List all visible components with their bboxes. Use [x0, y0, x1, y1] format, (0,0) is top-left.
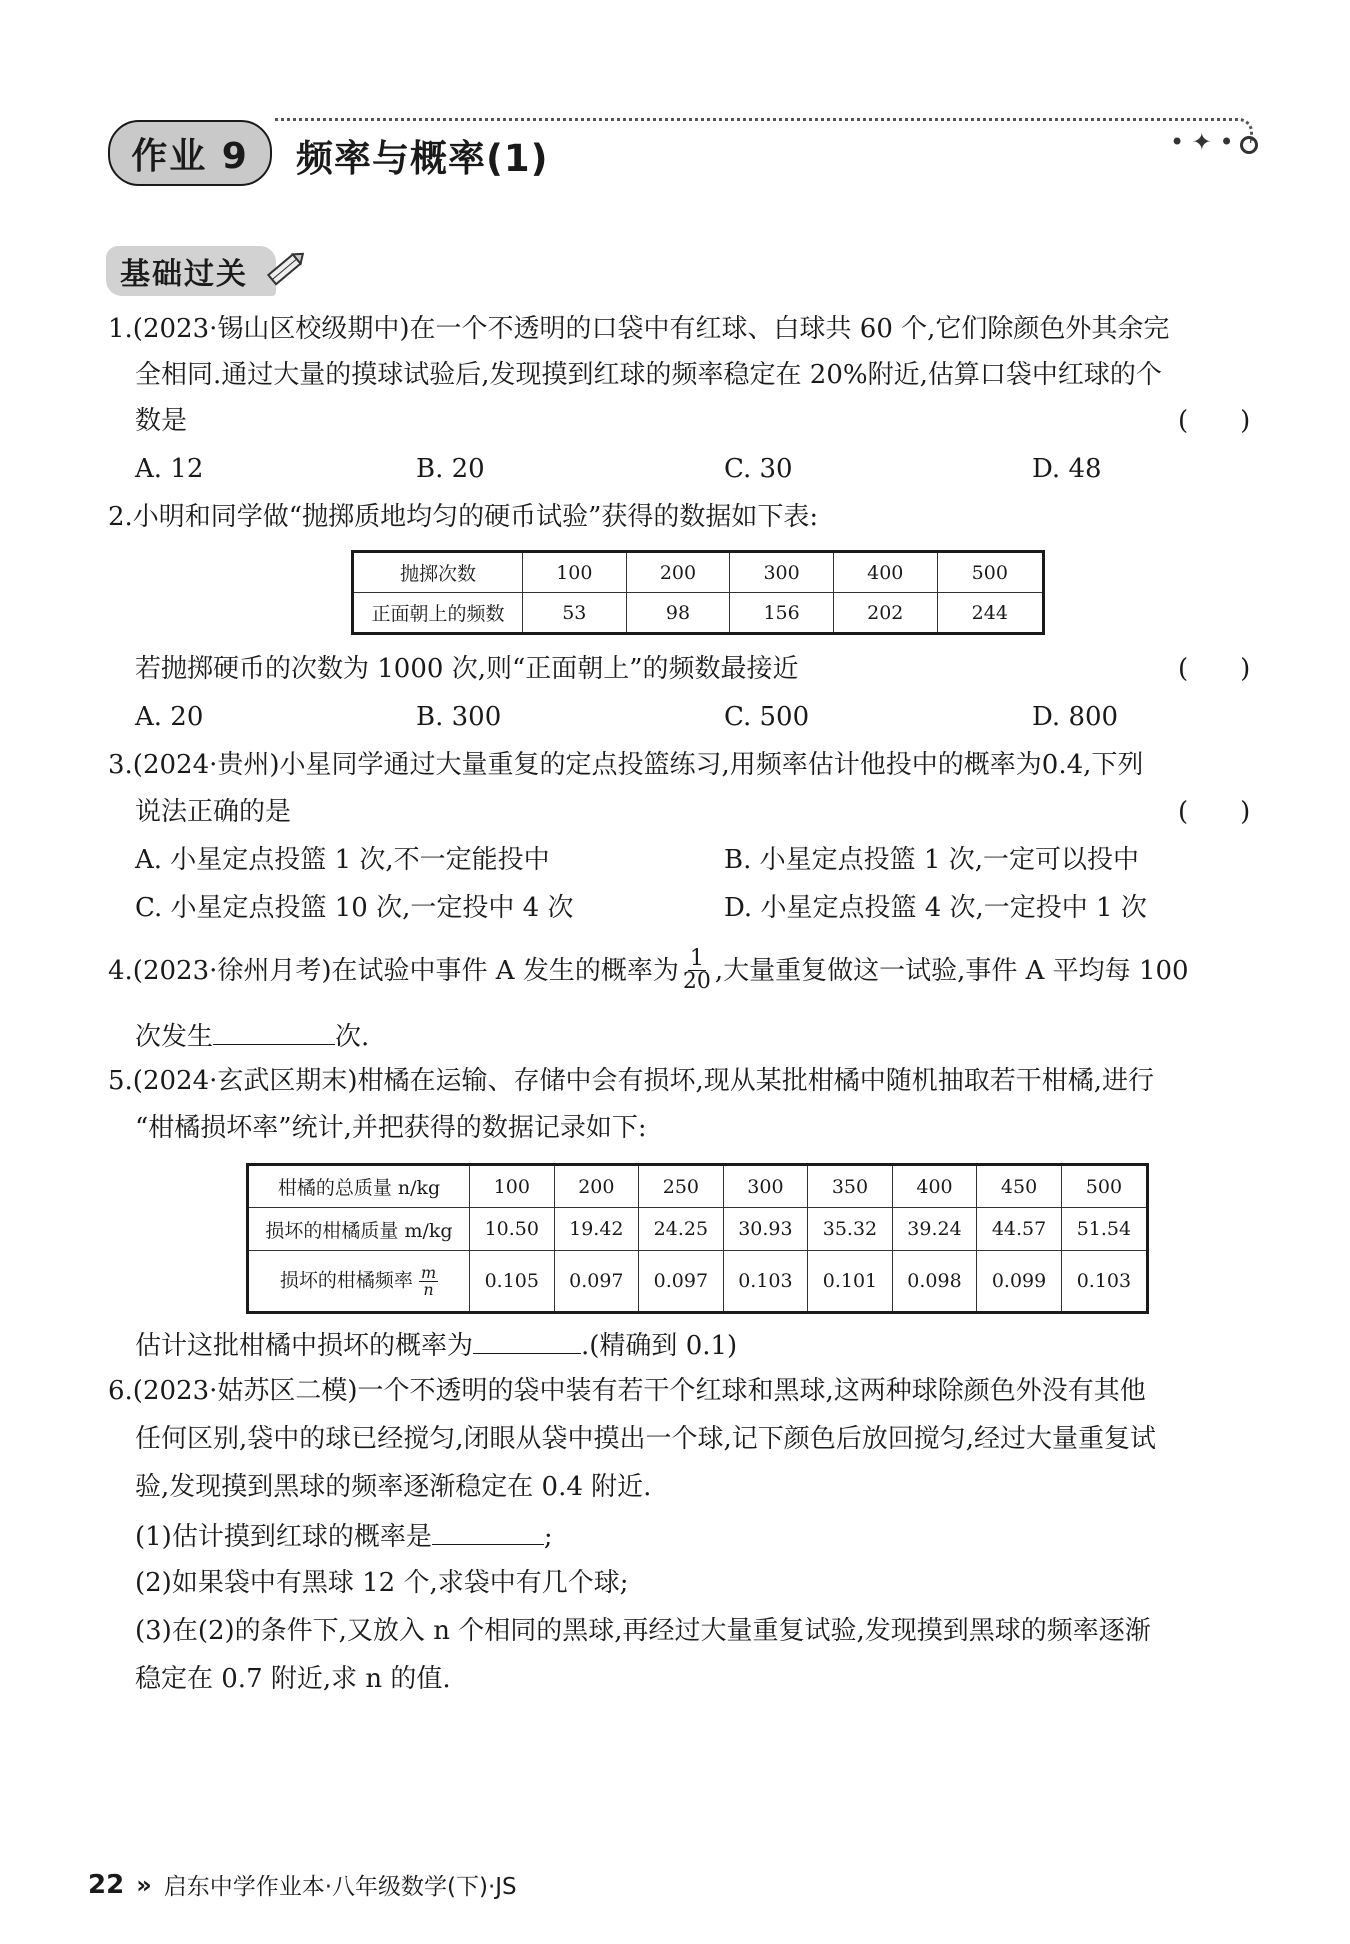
table-row-label: [248, 1251, 470, 1313]
q6-line3: 验,发现摸到黑球的频率逐渐稳定在 0.4 附近.: [135, 1472, 652, 1502]
table-cell: 44.57: [977, 1208, 1062, 1251]
q5-line3-pre: 估计这批柑橘中损坏的概率为: [135, 1331, 474, 1361]
q2-line2: 若抛掷硬币的次数为 1000 次,则“正面朝上”的频数最接近: [135, 654, 799, 684]
q6-sub1-post: ;: [543, 1522, 553, 1552]
q4-text-post: ,大量重复做这一试验,事件 A 平均每 100: [714, 955, 1189, 986]
table-cell: 400: [833, 552, 937, 593]
table-cell: 98: [626, 593, 730, 634]
table-cell: 39.24: [892, 1208, 977, 1251]
table-cell: 400: [892, 1165, 977, 1208]
table-cell: 0.105: [470, 1251, 555, 1313]
q5-line2: “柑橘损坏率”统计,并把获得的数据记录如下:: [135, 1113, 647, 1143]
q6-sub1-pre: (1)估计摸到红球的概率是: [135, 1522, 432, 1552]
table-cell: 100: [470, 1165, 555, 1208]
q6-sub1-answer-blank[interactable]: [432, 1518, 544, 1545]
q5-row3-fraction: [419, 1262, 438, 1299]
q6-sub1: [135, 1518, 553, 1554]
q1-option-b[interactable]: B. 20: [416, 454, 485, 484]
homework-badge: 作业 9: [108, 120, 272, 186]
table-row-label: 抛掷次数: [353, 552, 523, 593]
q1-line1: 1.(2023·锡山区校级期中)在一个不透明的口袋中有红球、白球共 60 个,它们除颜色外其余完: [108, 314, 1170, 344]
table-cell: 10.50: [470, 1208, 555, 1251]
table-cell: 0.101: [808, 1251, 893, 1313]
table-cell: 350: [808, 1165, 893, 1208]
q3-option-b[interactable]: B. 小星定点投篮 1 次,一定可以投中: [724, 845, 1139, 875]
table-cell: 244: [937, 593, 1043, 634]
table-cell: 202: [833, 593, 937, 634]
table-cell: 250: [639, 1165, 724, 1208]
q4-text-pre: 4.(2023·徐州月考)在试验中事件 A 发生的概率为: [108, 955, 679, 986]
q2-line1: 2.小明和同学做“抛掷质地均匀的硬币试验”获得的数据如下表:: [108, 502, 819, 532]
q4-line2-pre: 次发生: [135, 1022, 214, 1052]
table-cell: 0.103: [723, 1251, 808, 1313]
section-label: 基础过关: [106, 246, 276, 296]
q5-answer-blank[interactable]: [473, 1327, 581, 1354]
table-cell: 0.103: [1061, 1251, 1147, 1313]
table-row-label: 正面朝上的频数: [353, 593, 523, 634]
q3-answer-bracket[interactable]: ( ): [1178, 797, 1251, 827]
table-cell: 30.93: [723, 1208, 808, 1251]
table-cell: 300: [723, 1165, 808, 1208]
table-cell: 200: [626, 552, 730, 593]
q6-line1: 6.(2023·姑苏区二模)一个不透明的袋中装有若干个红球和黑球,这两种球除颜色外没有其他: [108, 1376, 1146, 1406]
table-cell: 19.42: [554, 1208, 639, 1251]
table-cell: 0.098: [892, 1251, 977, 1313]
q2-option-d[interactable]: D. 800: [1032, 702, 1119, 732]
q2-option-b[interactable]: B. 300: [416, 702, 502, 732]
q4-answer-blank[interactable]: [213, 1018, 335, 1045]
q1-line2: 全相同.通过大量的摸球试验后,发现摸到红球的频率稳定在 20%附近,估算口袋中红球的个: [135, 360, 1162, 390]
table-cell: 500: [937, 552, 1043, 593]
q3-option-d[interactable]: D. 小星定点投篮 4 次,一定投中 1 次: [724, 893, 1147, 923]
q1-answer-bracket[interactable]: ( ): [1178, 406, 1251, 436]
q1-option-a[interactable]: A. 12: [135, 454, 204, 484]
q5-line1: 5.(2024·玄武区期末)柑橘在运输、存储中会有损坏,现从某批柑橘中随机抽取若干柑橘,进行: [108, 1066, 1155, 1096]
q4-line1: [108, 948, 1189, 993]
q1-option-c[interactable]: C. 30: [724, 454, 793, 484]
q4-fraction: [681, 948, 713, 993]
ring-icon: [1240, 136, 1258, 154]
page-number: 22: [88, 1869, 125, 1900]
table-cell: 24.25: [639, 1208, 724, 1251]
table-cell: 35.32: [808, 1208, 893, 1251]
q3-line1: 3.(2024·贵州)小星同学通过大量重复的定点投篮练习,用频率估计他投中的概率为0.4,下列: [108, 750, 1144, 780]
q3-line2: 说法正确的是: [135, 797, 292, 827]
q2-answer-bracket[interactable]: ( ): [1178, 654, 1251, 684]
table-cell: 156: [730, 593, 834, 634]
q5-row3-fraction-numerator: m: [420, 1262, 437, 1282]
q3-option-a[interactable]: A. 小星定点投篮 1 次,不一定能投中: [135, 845, 550, 875]
page-footer: [88, 1868, 517, 1901]
table-row-label: 柑橘的总质量 n/kg: [248, 1165, 470, 1208]
q6-line2: 任何区别,袋中的球已经搅匀,闭眼从袋中摸出一个球,记下颜色后放回搅匀,经过大量重复试: [135, 1424, 1157, 1454]
double-chevron-icon: »: [136, 1870, 152, 1899]
table-cell: 450: [977, 1165, 1062, 1208]
table-cell: 53: [523, 593, 627, 634]
q3-option-c[interactable]: C. 小星定点投篮 10 次,一定投中 4 次: [135, 893, 574, 923]
table-cell: 0.099: [977, 1251, 1062, 1313]
table-cell: 200: [554, 1165, 639, 1208]
table-cell: 0.097: [639, 1251, 724, 1313]
table-cell: 300: [730, 552, 834, 593]
coin-toss-table: [351, 550, 1045, 635]
q5-row3-fraction-denominator: n: [423, 1279, 434, 1299]
q4-line2-post: 次.: [335, 1022, 370, 1052]
q5-row3-label-text: 损坏的柑橘频率: [279, 1269, 413, 1291]
q4-fraction-numerator: 1: [689, 946, 704, 971]
pencil-icon: [262, 246, 310, 290]
q1-line3: 数是: [135, 406, 188, 436]
page-title: 频率与概率(1): [296, 137, 549, 180]
q4-line2: [135, 1018, 369, 1054]
table-cell: 100: [523, 552, 627, 593]
table-cell: 500: [1061, 1165, 1147, 1208]
q6-sub3-line2: 稳定在 0.7 附近,求 n 的值.: [135, 1664, 451, 1694]
q5-line3: [135, 1327, 737, 1363]
q2-option-a[interactable]: A. 20: [135, 702, 204, 732]
q2-option-c[interactable]: C. 500: [724, 702, 810, 732]
table-cell: 51.54: [1061, 1208, 1147, 1251]
q1-option-d[interactable]: D. 48: [1032, 454, 1102, 484]
q4-fraction-denominator: 20: [682, 969, 711, 994]
sparkle-icon: • ✦ •: [1170, 128, 1234, 156]
table-cell: 0.097: [554, 1251, 639, 1313]
orange-damage-table: [246, 1163, 1149, 1314]
q5-line3-post: .(精确到 0.1): [581, 1331, 738, 1361]
q6-sub3-line1: (3)在(2)的条件下,又放入 n 个相同的黑球,再经过大量重复试验,发现摸到黑球的频率逐渐: [135, 1616, 1151, 1646]
q6-sub2: (2)如果袋中有黑球 12 个,求袋中有几个球;: [135, 1568, 629, 1598]
book-title: 启东中学作业本·八年级数学(下)·JS: [163, 1874, 517, 1900]
table-row-label: 损坏的柑橘质量 m/kg: [248, 1208, 470, 1251]
